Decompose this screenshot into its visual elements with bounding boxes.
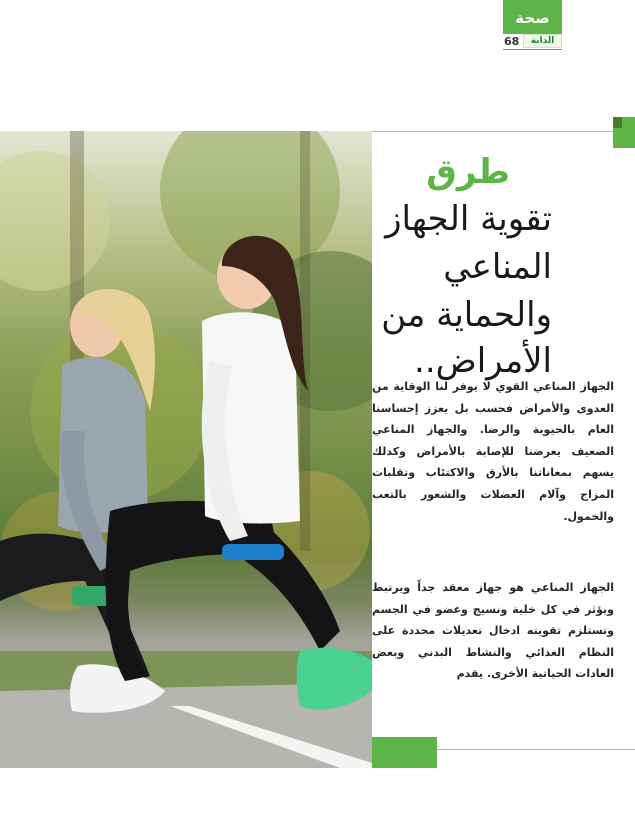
header-divider	[503, 49, 562, 50]
logo-text: الدانة	[530, 36, 555, 46]
article-photo	[0, 131, 372, 768]
bottom-accent	[372, 737, 437, 768]
bottom-divider	[437, 749, 635, 750]
title-line-3: والحماية من	[381, 295, 552, 335]
exercise-illustration	[0, 131, 372, 768]
magazine-logo	[523, 34, 562, 48]
body-paragraph-1: الجهاز المناعي القوي لا يوفر لنا الوقاية من العدوى والأمراض فحسب بل يعزز إحساسنا العام بالحيوية والرضا. والجهاز المناعي الضعيف يعرضنا للإصابة بالأمراض وكذلك يسهم بمعاناتنا بالأرق والاكتئاب وتقلبات المزاج وآلام العضلات والشعور بالتعب والخمول.	[372, 380, 614, 523]
top-divider	[372, 131, 613, 132]
title-highlight: طرق	[426, 152, 510, 192]
title-line-2: المناعي	[443, 247, 552, 287]
corner-accent-shade	[613, 117, 622, 128]
title-line-4: الأمراض..	[414, 341, 552, 381]
title-line-1: تقوية الجهاز	[385, 199, 552, 239]
body-paragraph-2: الجهاز المناعي هو جهاز معقد جداً ويرتبط ويؤثر في كل خلية ونسيج وعضو في الجسم وتستلزم تقويته ادخال تعديلات محددة على النظام الغذائي والنشاط البدني وبعض العادات الحياتية الأخرى. يقدم	[372, 581, 614, 681]
page-number: 68	[504, 35, 520, 48]
section-label: صحة	[515, 9, 550, 27]
